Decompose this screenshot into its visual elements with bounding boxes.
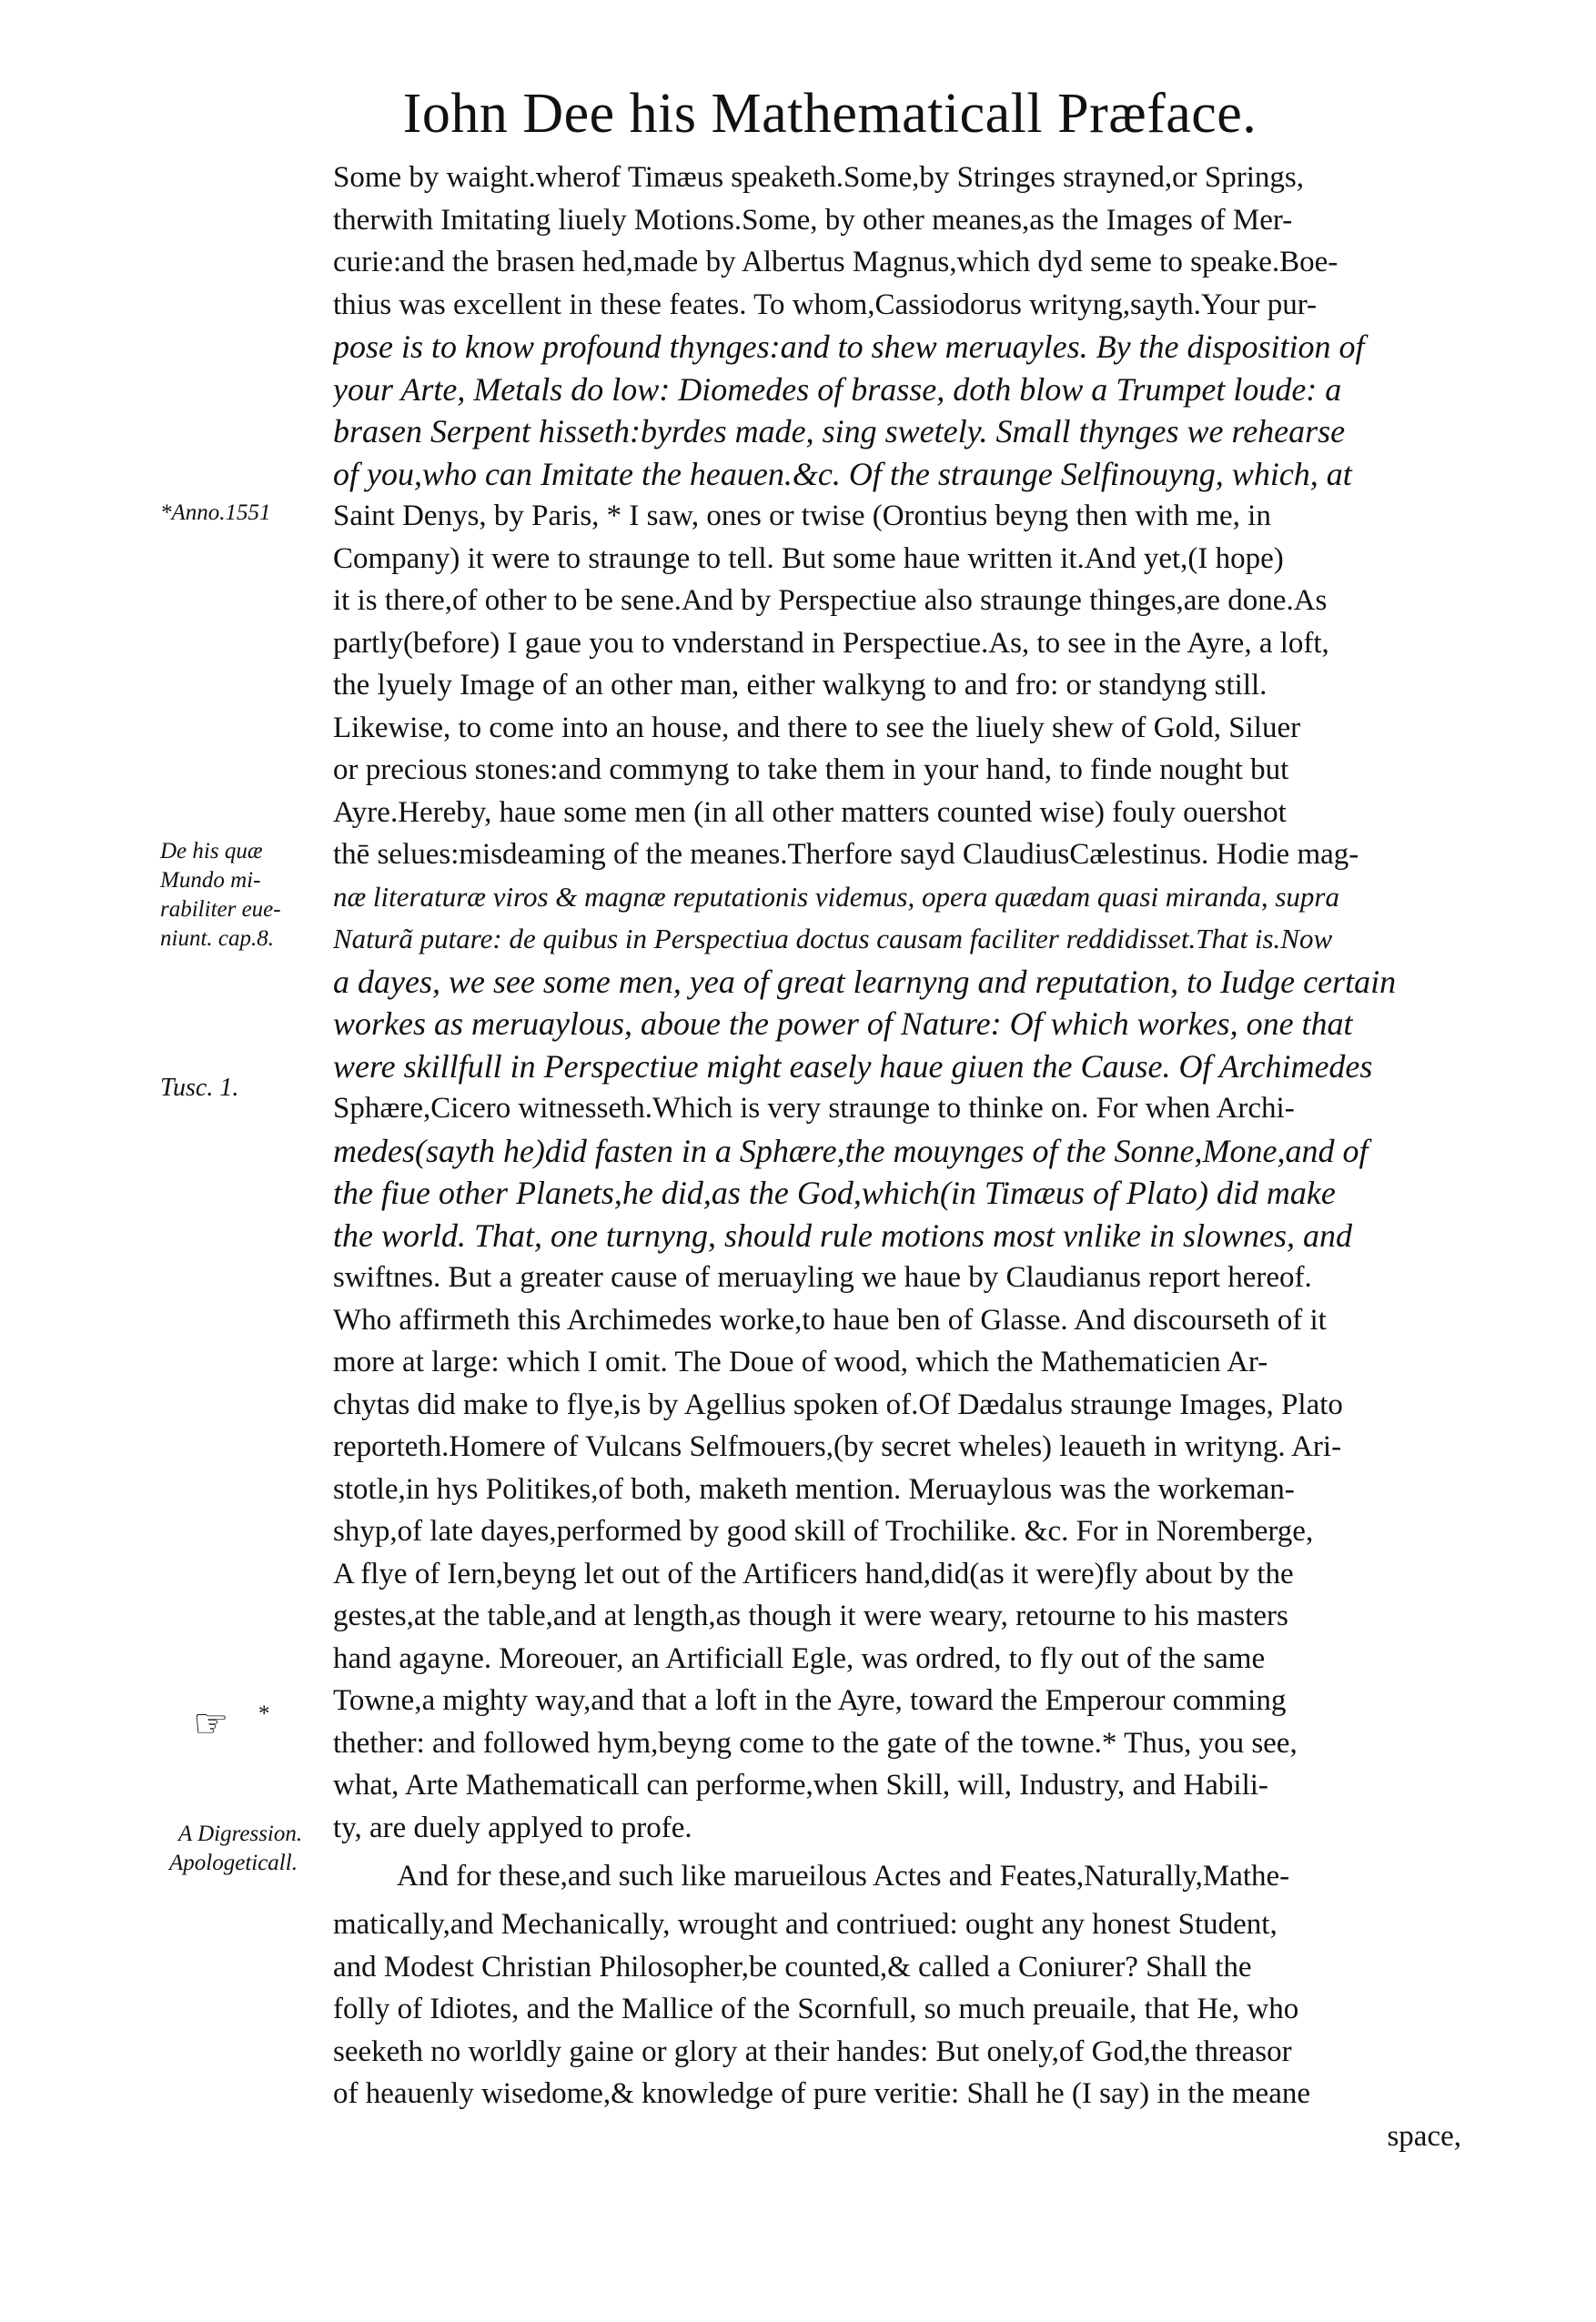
text-line: matically,and Mechanically, wrought and contriued: ought any honest Student, [333,1908,1278,1941]
page-title: Iohn Dee his Mathematicall Præface. [402,83,1258,145]
text-line: Who affirmeth this Archimedes worke,to haue ben of Glasse. And discourseth of it [333,1303,1327,1337]
text-line: Towne,a mighty way,and that a loft in the Ayre, toward the Emperour comming [333,1684,1287,1717]
margin-note-anno: *Anno.1551 [160,500,271,525]
text-line: gestes,at the table,and at length,as though it were weary, retourne to his masters [333,1600,1288,1632]
text-line: the lyuely Image of an other man, either walkyng to and fro: or standyng still. [333,669,1268,702]
text-line: seeketh no worldly gaine or glory at their handes: But onely,of God,the threasor [333,2034,1292,2068]
text-line: swiftnes. But a greater cause of meruayling we haue by Claudianus report hereof. [333,1261,1312,1294]
text-line: curie:and the brasen hed,made by Albertus Magnus,which dyd seme to speake.Boe- [333,246,1338,278]
text-line: of you,who can Imitate the heauen.&c. Of the straunge Selfinouyng, which, at [333,455,1352,492]
text-line: brasen Serpent hisseth:byrdes made, sing swetely. Small thynges we rehearse [333,413,1346,449]
margin-note-de-his: niunt. cap.8. [160,926,274,951]
catchword: space, [1387,2119,1461,2153]
paragraph-opening-line: And for these,and such like marueilous Actes and Feates,Naturally,Mathe- [397,1860,1290,1893]
text-line: chytas did make to flye,is by Agellius spoken of.Of Dædalus straunge Images, Plato [333,1388,1343,1421]
margin-note-digression: Apologeticall. [169,1851,298,1875]
margin-note-digression: A Digression. [178,1822,303,1846]
text-line: more at large: which I omit. The Doue of wood, which the Mathematicien Ar- [333,1346,1268,1378]
text-line: medes(sayth he)did fasten in a Sphære,the mouynges of the Sonne,Mone,and of [333,1132,1369,1169]
text-line: the fiue other Planets,he did,as the God,which(in Timæus of Plato) did make [333,1175,1336,1211]
text-line: what, Arte Mathematicall can performe,when Skill, will, Industry, and Habili- [333,1769,1268,1802]
text-line: workes as meruaylous, aboue the power of Nature: Of which workes, one that [333,1005,1353,1042]
margin-note-asterisk: * [258,1701,270,1726]
text-line: ty, are duely applyed to profe. [333,1811,692,1844]
text-line: Some by waight.wherof Timæus speaketh.Some,by Stringes strayned,or Springs, [333,161,1304,194]
text-line: it is there,of other to be sene.And by Perspectiue also straunge thinges,are done.As [333,584,1328,617]
text-line: hand agayne. Moreouer, an Artificiall Egle, was ordred, to fly out of the same [333,1641,1266,1675]
margin-note-tusc: Tusc. 1. [160,1074,239,1102]
text-line: reporteth.Homere of Vulcans Selfmouers,(by secret wheles) leaueth in writyng. Ari- [333,1430,1342,1463]
text-line: Ayre.Hereby, haue some men (in all other matters counted wise) fouly ouershot [333,795,1287,829]
text-line: Company) it were to straunge to tell. But some haue written it.And yet,(I hope) [333,541,1284,575]
text-line: stotle,in hys Politikes,of both, maketh mention. Meruaylous was the workeman- [333,1472,1295,1506]
text-line: or precious stones:and commyng to take them in your hand, to finde nought but [333,753,1289,786]
margin-note-de-his: rabiliter eue- [160,897,281,922]
text-line: folly of Idiotes, and the Mallice of the Scornfull, so much preuaile, that He, who [333,1993,1299,2025]
text-line: and Modest Christian Philosopher,be counted,& called a Coniurer? Shall the [333,1950,1252,1984]
text-line: a dayes, we see some men, yea of great learnyng and reputation, to Iudge certain [333,963,1397,1000]
text-line: your Arte, Metals do low: Diomedes of brasse, doth blow a Trumpet loude: a [333,370,1342,408]
text-line: Likewise, to come into an house, and there to see the liuely shew of Gold, Siluer [333,711,1301,744]
margin-note-de-his: Mundo mi- [160,868,261,893]
text-line: Naturã putare: de quibus in Perspectiua doctus causam faciliter reddidisset.That is.Now [333,923,1333,954]
text-line: pose is to know profound thynges:and to shew meruayles. By the disposition of [333,328,1365,365]
text-line: thē selues:misdeaming of the meanes.Therfore sayd ClaudiusCælestinus. Hodie mag- [333,838,1359,871]
text-line: Saint Denys, by Paris, * I saw, ones or twise (Orontius beyng then with me, in [333,500,1271,532]
text-line: were skillfull in Perspectiue might easely haue giuen the Cause. Of Archimedes [333,1047,1373,1085]
text-line: the world. That, one turnyng, should rule motions most vnlike in slownes, and [333,1217,1352,1254]
text-line: partly(before) I gaue you to vnderstand in Perspectiue.As, to see in the Ayre, a loft, [333,626,1329,660]
text-line: therwith Imitating liuely Motions.Some, by other meanes,as the Images of Mer- [333,203,1293,237]
pointing-hand-icon: ☞ [193,1701,229,1746]
margin-note-de-his: De his quæ [160,839,263,863]
text-line: Sphære,Cicero witnesseth.Which is very straunge to thinke on. For when Archi- [333,1092,1295,1125]
text-line: thius was excellent in these feates. To whom,Cassiodorus writyng,sayth.Your pur- [333,288,1318,321]
main-text [333,156,1461,2157]
text-line: thether: and followed hym,beyng come to the gate of the towne.* Thus, you see, [333,1726,1298,1760]
text-line: næ literaturæ viros & magnæ reputationis videmus, opera quædam quasi miranda, supra [333,880,1339,913]
text-line: shyp,of late dayes,performed by good skill of Trochilike. &c. For in Noremberge, [333,1515,1314,1548]
text-line: A flye of Iern,beyng let out of the Artificers hand,did(as it were)fly about by the [333,1557,1294,1590]
text-line: of heauenly wisedome,& knowledge of pure veritie: Shall he (I say) in the meane [333,2077,1310,2110]
